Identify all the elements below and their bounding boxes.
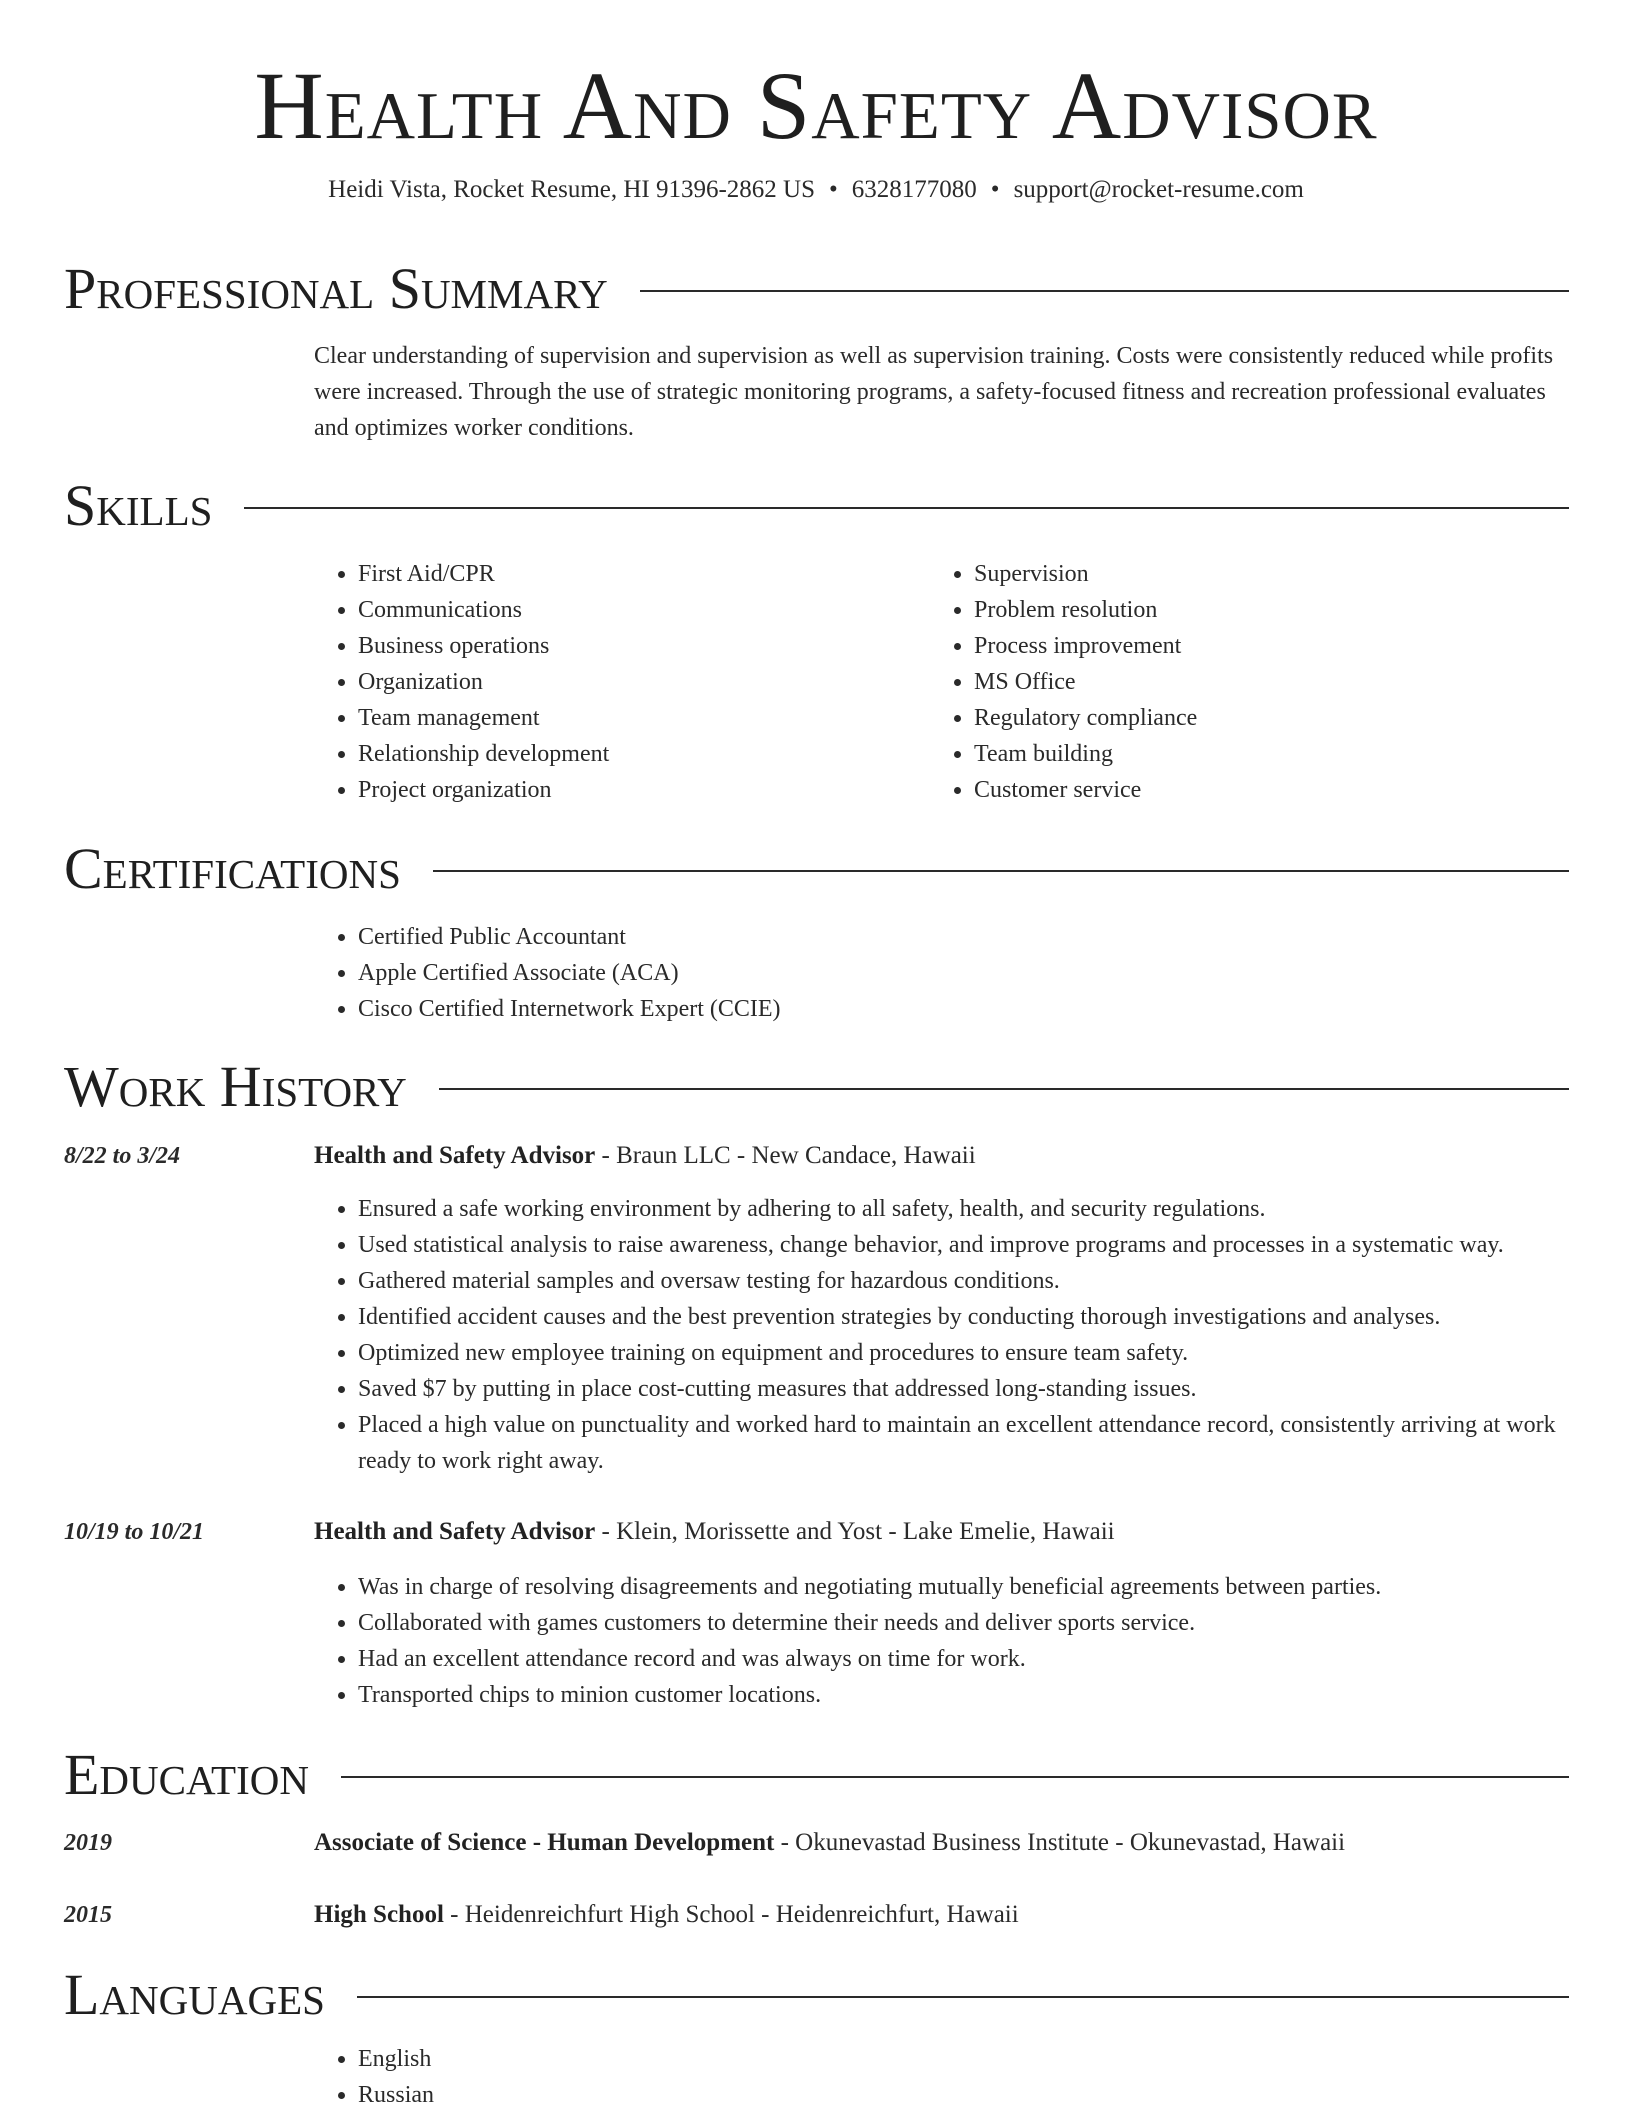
- section-divider: [439, 1088, 1569, 1090]
- job-dates: 10/19 to 10/21: [64, 1519, 205, 1545]
- job-bullet: • Ensured a safe working environment by adhering to all safety, health, and security regulations.: [358, 1191, 1569, 1227]
- education-entry: [314, 1897, 1569, 1933]
- job-bullet: • Identified accident causes and the best prevention strategies by conducting thorough investigations and analyses.: [358, 1299, 1569, 1335]
- job-employer: - Klein, Morissette and Yost - Lake Emelie, Hawaii: [595, 1518, 1115, 1545]
- certification-item: • Apple Certified Associate (ACA): [358, 955, 1314, 991]
- section-title-work: Work History: [64, 1054, 407, 1119]
- skill-item: • First Aid/CPR: [358, 556, 874, 592]
- section-divider: [341, 1776, 1569, 1778]
- section-title-certifications: Certifications: [64, 836, 401, 901]
- certification-item: • Certified Public Accountant: [358, 919, 1314, 955]
- skill-item: • Supervision: [974, 556, 1490, 592]
- skill-item: • Business operations: [358, 628, 874, 664]
- contact-separator: •: [829, 176, 838, 203]
- languages-list: [314, 2041, 914, 2113]
- skill-item: • Relationship development: [358, 736, 874, 772]
- skill-item: • Project organization: [358, 772, 874, 808]
- education-year: 2019: [64, 1830, 112, 1856]
- education-degree: High School: [314, 1901, 444, 1928]
- job-title: Health and Safety Advisor: [314, 1518, 596, 1545]
- contact-separator: •: [990, 176, 1000, 203]
- job-bullet: • Placed a high value on punctuality and worked hard to maintain an excellent attendance record, consistently arriving at work ready to work right away.: [358, 1407, 1569, 1479]
- section-title-skills: Skills: [64, 473, 213, 538]
- section-divider: [357, 1996, 1569, 1998]
- job-bullets: [314, 1191, 1569, 1479]
- certifications-list: [314, 919, 1314, 1027]
- certifications-section-header: [64, 836, 1569, 901]
- skill-item: • Team management: [358, 700, 874, 736]
- job-bullet: • Transported chips to minion customer locations.: [358, 1677, 1569, 1713]
- work-section-header: [64, 1054, 1569, 1119]
- job-bullet: • Gathered material samples and oversaw testing for hazardous conditions.: [358, 1263, 1569, 1299]
- section-divider: [640, 290, 1569, 292]
- job-bullet: • Saved $7 by putting in place cost-cutting measures that addressed long-standing issues.: [358, 1371, 1569, 1407]
- language-item: • English: [358, 2041, 914, 2077]
- summary-section-header: [64, 256, 1569, 321]
- section-title-summary: Professional Summary: [64, 256, 608, 321]
- job-employer: - Braun LLC - New Candace, Hawaii: [595, 1142, 976, 1169]
- job-dates: 8/22 to 3/24: [64, 1143, 181, 1169]
- section-divider: [244, 507, 1569, 509]
- job-bullet: • Collaborated with games customers to determine their needs and deliver sports service.: [358, 1605, 1569, 1641]
- job-bullet: • Had an excellent attendance record and was always on time for work.: [358, 1641, 1569, 1677]
- education-year: 2015: [64, 1902, 112, 1928]
- job-heading: [314, 1514, 1569, 1550]
- contact-email: support@rocket-resume.com: [1013, 176, 1304, 203]
- education-school: - Okunevastad Business Institute - Okunevastad, Hawaii: [774, 1829, 1346, 1856]
- languages-section-header: [64, 1962, 1569, 2027]
- job-bullet: • Used statistical analysis to raise awareness, change behavior, and improve programs and processes in a systematic way.: [358, 1227, 1569, 1263]
- contact-line: [0, 176, 1632, 204]
- language-item: • Russian: [358, 2077, 914, 2113]
- skill-item: • Regulatory compliance: [974, 700, 1490, 736]
- job-bullets: [314, 1569, 1569, 1713]
- education-degree: Associate of Science - Human Development: [314, 1829, 775, 1856]
- section-title-education: Education: [64, 1742, 309, 1807]
- job-title: Health and Safety Advisor: [314, 1142, 596, 1169]
- skill-item: • Organization: [358, 664, 874, 700]
- education-school: - Heidenreichfurt High School - Heidenreichfurt, Hawaii: [443, 1901, 1019, 1928]
- skills-section-header: [64, 473, 1569, 538]
- contact-address: Heidi Vista, Rocket Resume, HI 91396-2862 US: [328, 176, 816, 203]
- skill-item: • Process improvement: [974, 628, 1490, 664]
- section-divider: [433, 870, 1569, 872]
- summary-text: Clear understanding of supervision and supervision as well as supervision training. Costs were consistently reduced while profits were increased. Through the use of strategic monitoring programs, a safety-focused fitness and recreation professional evaluates and optimizes worker conditions.: [314, 343, 1554, 441]
- skill-item: • MS Office: [974, 664, 1490, 700]
- education-entry: [314, 1825, 1569, 1861]
- job-bullet: • Was in charge of resolving disagreements and negotiating mutually beneficial agreements between parties.: [358, 1569, 1569, 1605]
- skills-column-left: [314, 556, 874, 808]
- job-heading: [314, 1138, 1569, 1174]
- contact-phone: 6328177080: [851, 176, 977, 203]
- skill-item: • Problem resolution: [974, 592, 1490, 628]
- skills-column-right: [930, 556, 1490, 808]
- skill-item: • Team building: [974, 736, 1490, 772]
- skill-item: • Customer service: [974, 772, 1490, 808]
- resume-name: Health And Safety Advisor: [254, 52, 1378, 159]
- certification-item: • Cisco Certified Internetwork Expert (CCIE): [358, 991, 1314, 1027]
- job-bullet: • Optimized new employee training on equipment and procedures to ensure team safety.: [358, 1335, 1569, 1371]
- education-section-header: [64, 1742, 1569, 1807]
- section-title-languages: Languages: [64, 1962, 325, 2027]
- skill-item: • Communications: [358, 592, 874, 628]
